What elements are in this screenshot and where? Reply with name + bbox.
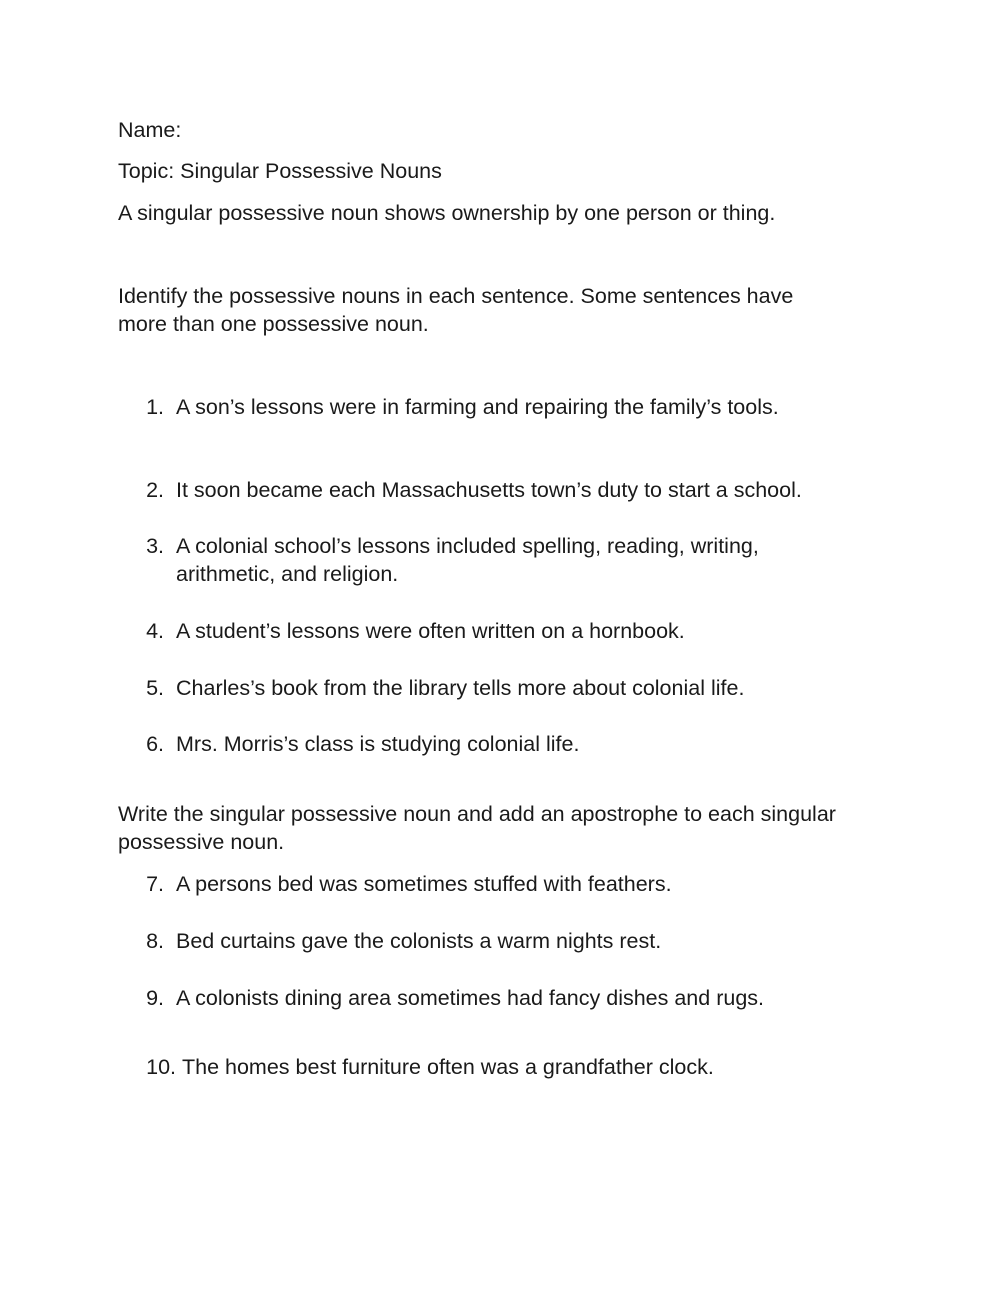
item-text: Charles’s book from the library tells more about colonial life. (176, 676, 745, 700)
item-text: It soon became each Massachusetts town’s duty to start a school. (176, 478, 802, 502)
item-number: 2. (146, 478, 164, 502)
section2-instruction-line1: Write the singular possessive noun and add an apostrophe to each singular (118, 802, 836, 826)
list-item (118, 1053, 918, 1081)
item-text: A colonists dining area sometimes had fancy dishes and rugs. (176, 986, 764, 1010)
section1-instruction-line1: Identify the possessive nouns in each sentence. Some sentences have (118, 284, 794, 308)
item-text: A son’s lessons were in farming and repairing the family’s tools. (176, 395, 779, 419)
item-text-continued: arithmetic, and religion. (176, 562, 399, 586)
item-number: 1. (146, 395, 164, 419)
list-item (118, 870, 918, 898)
item-text: A colonial school’s lessons included spelling, reading, writing, (176, 534, 759, 558)
topic-title: Topic: Singular Possessive Nouns (118, 159, 442, 183)
list-item (118, 674, 918, 702)
item-number: 5. (146, 676, 164, 700)
item-number: 7. (146, 872, 164, 896)
section2-instruction-line2: possessive noun. (118, 830, 285, 854)
list-item (118, 730, 918, 758)
item-number: 9. (146, 986, 164, 1010)
list-item (118, 476, 918, 504)
name-label: Name: (118, 118, 182, 142)
item-number: 6. (146, 732, 164, 756)
list-item (118, 984, 918, 1012)
item-text: A persons bed was sometimes stuffed with feathers. (176, 872, 672, 896)
list-item (118, 393, 918, 421)
section1-instruction-line2: more than one possessive noun. (118, 312, 429, 336)
item-text: A student’s lessons were often written on a hornbook. (176, 619, 685, 643)
item-number: 3. (146, 534, 164, 558)
item-text: The homes best furniture often was a grandfather clock. (182, 1055, 714, 1079)
definition-text: A singular possessive noun shows ownership by one person or thing. (118, 201, 776, 225)
item-number: 8. (146, 929, 164, 953)
item-text: Mrs. Morris’s class is studying colonial life. (176, 732, 580, 756)
item-number: 4. (146, 619, 164, 643)
list-item (118, 927, 918, 955)
item-number: 10. (146, 1055, 176, 1079)
list-item (118, 532, 918, 588)
list-item (118, 617, 918, 645)
item-text: Bed curtains gave the colonists a warm nights rest. (176, 929, 662, 953)
